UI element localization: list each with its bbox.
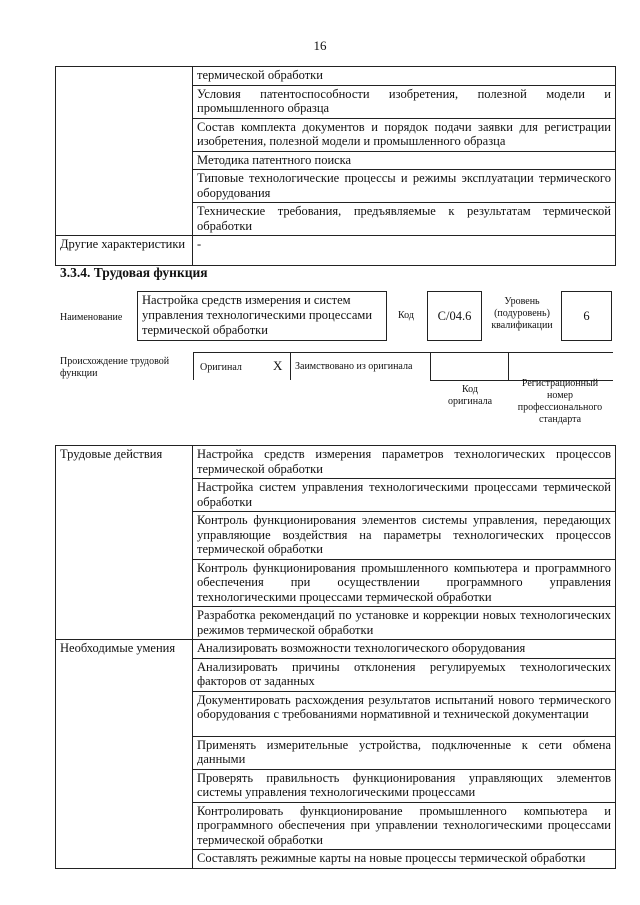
name-label: Наименование xyxy=(60,312,123,323)
actions-label: Трудовые действия xyxy=(56,446,193,640)
level-label: Уровень (подуровень) квалификации xyxy=(491,296,553,331)
skill-item: Анализировать причины отклонения регулируемых технологических факторов от заданных xyxy=(193,658,616,691)
knowledge-item: Состав комплекта документов и порядок подачи заявки для регистрации изобретения, полезной модели и промышленного образца xyxy=(193,118,616,151)
code-box xyxy=(427,291,482,341)
knowledge-label-cell xyxy=(56,67,193,236)
page-number: 16 xyxy=(313,38,327,53)
original-mark: X xyxy=(273,358,283,373)
skill-item: Документировать расхождения результатов испытаний нового термического оборудования с требованиями нормативной и технической документации xyxy=(193,691,616,736)
registration-number-caption: Регистрационный номер профессионального стандарта xyxy=(517,378,603,425)
other-characteristics-value: - xyxy=(193,236,616,266)
action-item: Контроль функционирования промышленного компьютера и программного обеспечения при осуществлении программного управления технологическими процессами термической обработки xyxy=(193,559,616,607)
knowledge-item: термической обработки xyxy=(193,67,616,86)
origin-divider xyxy=(290,352,291,380)
knowledge-item: Методика патентного поиска xyxy=(193,151,616,170)
action-item: Настройка средств измерения параметров технологических процессов термической обработки xyxy=(193,446,616,479)
knowledge-item: Технические требования, предъявляемые к результатам термической обработки xyxy=(193,203,616,236)
skill-item: Составлять режимные карты на новые процессы термической обработки xyxy=(193,850,616,869)
level-value: 6 xyxy=(583,309,590,323)
code-original-caption: Код оригинала xyxy=(447,384,493,407)
origin-label: Происхождение трудовой функции xyxy=(60,356,170,379)
skills-label: Необходимые умения xyxy=(56,640,193,869)
code-value: C/04.6 xyxy=(437,309,472,323)
original-label: Оригинал xyxy=(200,362,242,373)
origin-divider xyxy=(508,352,509,380)
action-item: Настройка систем управления технологическими процессами термической обработки xyxy=(193,479,616,512)
borrowed-label: Заимствовано из оригинала xyxy=(295,361,413,372)
level-box xyxy=(561,291,612,341)
origin-divider xyxy=(430,352,431,380)
skill-item: Анализировать возможности технологического оборудования xyxy=(193,640,616,659)
knowledge-table xyxy=(55,66,616,266)
skill-item: Контролировать функционирование промышленного компьютера и программного обеспечения при управлении технологическими процессами термической обработки xyxy=(193,802,616,850)
skill-item: Проверять правильность функционирования управляющих элементов системы управления технологическими процессами xyxy=(193,769,616,802)
skill-item: Применять измерительные устройства, подключенные к сети обмена данными xyxy=(193,736,616,769)
action-item: Контроль функционирования элементов системы управления, передающих управляющие воздействия на параметры технологических процессов термической обработки xyxy=(193,512,616,560)
other-characteristics-label: Другие характеристики xyxy=(56,236,193,266)
knowledge-item: Условия патентоспособности изобретения, полезной модели и промышленного образца xyxy=(193,85,616,118)
knowledge-item: Типовые технологические процессы и режимы эксплуатации термического оборудования xyxy=(193,170,616,203)
function-name-value: Настройка средств измерения и систем управления технологическими процессами термической обработки xyxy=(142,293,373,337)
code-label: Код xyxy=(398,310,414,321)
action-item: Разработка рекомендаций по установке и коррекции новых технологических режимов термической обработки xyxy=(193,607,616,640)
function-name-box xyxy=(137,291,387,341)
section-heading: 3.3.4. Трудовая функция xyxy=(60,265,208,280)
function-table xyxy=(55,445,616,869)
